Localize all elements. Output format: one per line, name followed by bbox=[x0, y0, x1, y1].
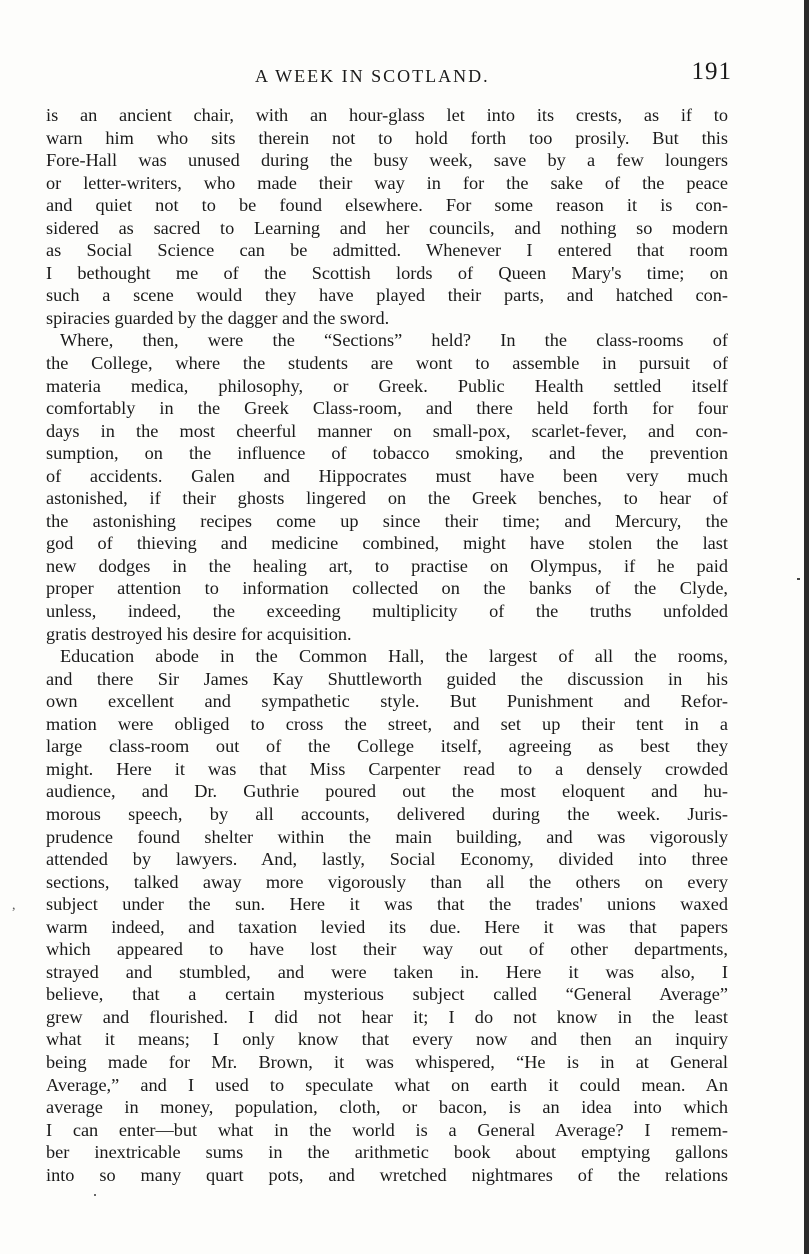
text-line: and quiet not to be found elsewhere. For some reason it is con- bbox=[46, 195, 728, 216]
text-line: sections, talked away more vigorously than all the others on every bbox=[46, 871, 728, 892]
edge-tick bbox=[797, 578, 800, 580]
page-number: 191 bbox=[691, 58, 732, 85]
text-line: days in the most cheerful manner on small-pox, scarlet-fever, and con- bbox=[46, 420, 728, 441]
text-line: morous speech, by all accounts, delivered during the week. Juris- bbox=[46, 803, 728, 824]
text-line: sidered as sacred to Learning and her councils, and nothing so modern bbox=[46, 217, 728, 238]
text-line: average in money, population, cloth, or bacon, is an idea into which bbox=[46, 1097, 728, 1118]
margin-mark: , bbox=[12, 898, 16, 913]
text-line: prudence found shelter within the main building, and was vigorously bbox=[46, 826, 728, 847]
text-line: of accidents. Galen and Hippocrates must have been very much bbox=[46, 465, 728, 486]
text-line: warm indeed, and taxation levied its due. Here it was that papers bbox=[46, 916, 728, 937]
text-line: the astonishing recipes come up since their time; and Mercury, the bbox=[46, 510, 728, 531]
text-line: unless, indeed, the exceeding multiplicity of the truths unfolded bbox=[46, 601, 728, 622]
text-line: is an ancient chair, with an hour-glass let into its crests, as if to bbox=[46, 105, 728, 125]
text-line: grew and flourished. I did not hear it; I do not know in the least bbox=[46, 1006, 728, 1027]
text-line: subject under the sun. Here it was that the trades' unions waxed bbox=[46, 894, 728, 915]
text-line: god of thieving and medicine combined, might have stolen the last bbox=[46, 533, 728, 554]
text-line: might. Here it was that Miss Carpenter read to a densely crowded bbox=[46, 758, 728, 779]
text-line: I bethought me of the Scottish lords of Queen Mary's time; on bbox=[46, 262, 728, 283]
text-line: spiracies guarded by the dagger and the sword. bbox=[46, 307, 390, 328]
text-line: into so many quart pots, and wretched nightmares of the relations bbox=[46, 1164, 728, 1185]
text-line: Fore-Hall was unused during the busy week, save by a few loungers bbox=[46, 150, 728, 171]
text-line: such a scene would they have played their parts, and hatched con- bbox=[46, 285, 728, 306]
text-line: warn him who sits therein not to hold forth too prosily. But this bbox=[46, 127, 728, 148]
text-line: comfortably in the Greek Class-room, and there held forth for four bbox=[46, 398, 728, 419]
text-line: the College, where the students are wont to assemble in pursuit of bbox=[46, 353, 728, 374]
text-line: sumption, on the influence of tobacco smoking, and the prevention bbox=[46, 443, 728, 464]
running-title: A WEEK IN SCOTLAND. bbox=[255, 66, 490, 86]
text-line: materia medica, philosophy, or Greek. Public Health settled itself bbox=[46, 375, 728, 396]
text-line: Education abode in the Common Hall, the largest of all the rooms, bbox=[60, 646, 728, 667]
text-line: new dodges in the healing art, to practise on Olympus, if he paid bbox=[46, 555, 728, 576]
body-text bbox=[46, 104, 728, 1186]
text-line: own excellent and sympathetic style. But Punishment and Refor- bbox=[46, 691, 728, 712]
text-line: what it means; I only know that every now and then an inquiry bbox=[46, 1029, 728, 1050]
text-line: astonished, if their ghosts lingered on the Greek benches, to hear of bbox=[46, 488, 728, 509]
text-line: believe, that a certain mysterious subject called “General Average” bbox=[46, 984, 728, 1005]
text-line: which appeared to have lost their way out of other departments, bbox=[46, 939, 728, 960]
page-speck bbox=[94, 1194, 96, 1196]
text-line: gratis destroyed his desire for acquisition. bbox=[46, 623, 352, 644]
text-line: I can enter—but what in the world is a General Average? I remem- bbox=[46, 1119, 728, 1140]
running-header bbox=[48, 58, 738, 92]
text-line: being made for Mr. Brown, it was whispered, “He is in at General bbox=[46, 1051, 728, 1072]
text-line: Average,” and I used to speculate what on earth it could mean. An bbox=[46, 1074, 728, 1095]
text-line: mation were obliged to cross the street, and set up their tent in a bbox=[46, 713, 728, 734]
page-edge bbox=[804, 0, 809, 1254]
text-line: Where, then, were the “Sections” held? In the class-rooms of bbox=[60, 330, 728, 351]
text-line: strayed and stumbled, and were taken in. Here it was also, I bbox=[46, 961, 728, 982]
text-line: and there Sir James Kay Shuttleworth guided the discussion in his bbox=[46, 668, 728, 689]
text-line: audience, and Dr. Guthrie poured out the most eloquent and hu- bbox=[46, 781, 728, 802]
text-line: proper attention to information collected on the banks of the Clyde, bbox=[46, 578, 728, 599]
text-line: large class-room out of the College itself, agreeing as best they bbox=[46, 736, 728, 757]
text-line: attended by lawyers. And, lastly, Social Economy, divided into three bbox=[46, 849, 728, 870]
text-line: or letter-writers, who made their way in for the sake of the peace bbox=[46, 172, 728, 193]
text-line: as Social Science can be admitted. Whenever I entered that room bbox=[46, 240, 728, 261]
text-line: ber inextricable sums in the arithmetic book about emptying gallons bbox=[46, 1142, 728, 1163]
